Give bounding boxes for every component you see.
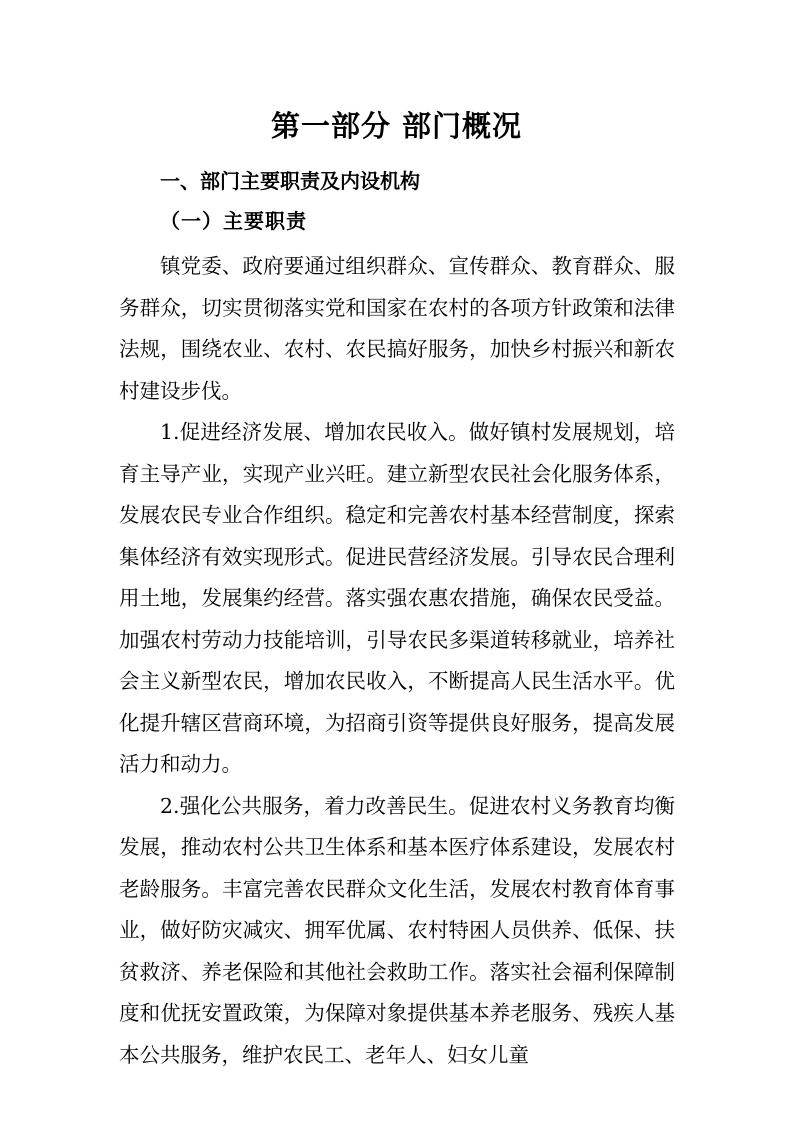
paragraph-economic-development: 1.促进经济发展、增加农民收入。做好镇村发展规划，培育主导产业，实现产业兴旺。建立新型农民社会化服务体系，发展农民专业合作组织。稳定和完善农村基本经营制度，探索集体经济有效实现形式。促进民营经济发展。引导农民合理利用土地，发展集约经营。落实强农惠农措施，确保农民受益。加强农村劳动力技能培训，引导农民多渠道转移就业，培养社会主义新型农民，增加农民收入，不断提高人民生活水平。优化提升辖区营商环境，为招商引资等提供良好服务，提高发展活力和动力。: [119, 420, 675, 776]
body-text: [119, 246, 675, 1076]
paragraph-intro: 镇党委、政府要通过组织群众、宣传群众、教育群众、服务群众，切实贯彻落实党和国家在农村的各项方针政策和法律法规，围绕农业、农村、农民搞好服务，加快乡村振兴和新农村建设步伐。: [119, 254, 675, 403]
section-heading: 一、部门主要职责及内设机构: [160, 169, 420, 193]
page-title: 第一部分 部门概况: [270, 109, 523, 143]
subsection-heading: （一）主要职责: [160, 209, 307, 233]
paragraph-public-services: 2.强化公共服务，着力改善民生。促进农村义务教育均衡发展，推动农村公共卫生体系和基本医疗体系建设，发展农村老龄服务。丰富完善农民群众文化生活，发展农村教育体育事业，做好防灾减灾、拥军优属、农村特困人员供养、低保、扶贫救济、养老保险和其他社会救助工作。落实社会福利保障制度和优抚安置政策，为保障对象提供基本养老服务、残疾人基本公共服务，维护农民工、老年人、妇女儿童: [119, 793, 675, 1067]
